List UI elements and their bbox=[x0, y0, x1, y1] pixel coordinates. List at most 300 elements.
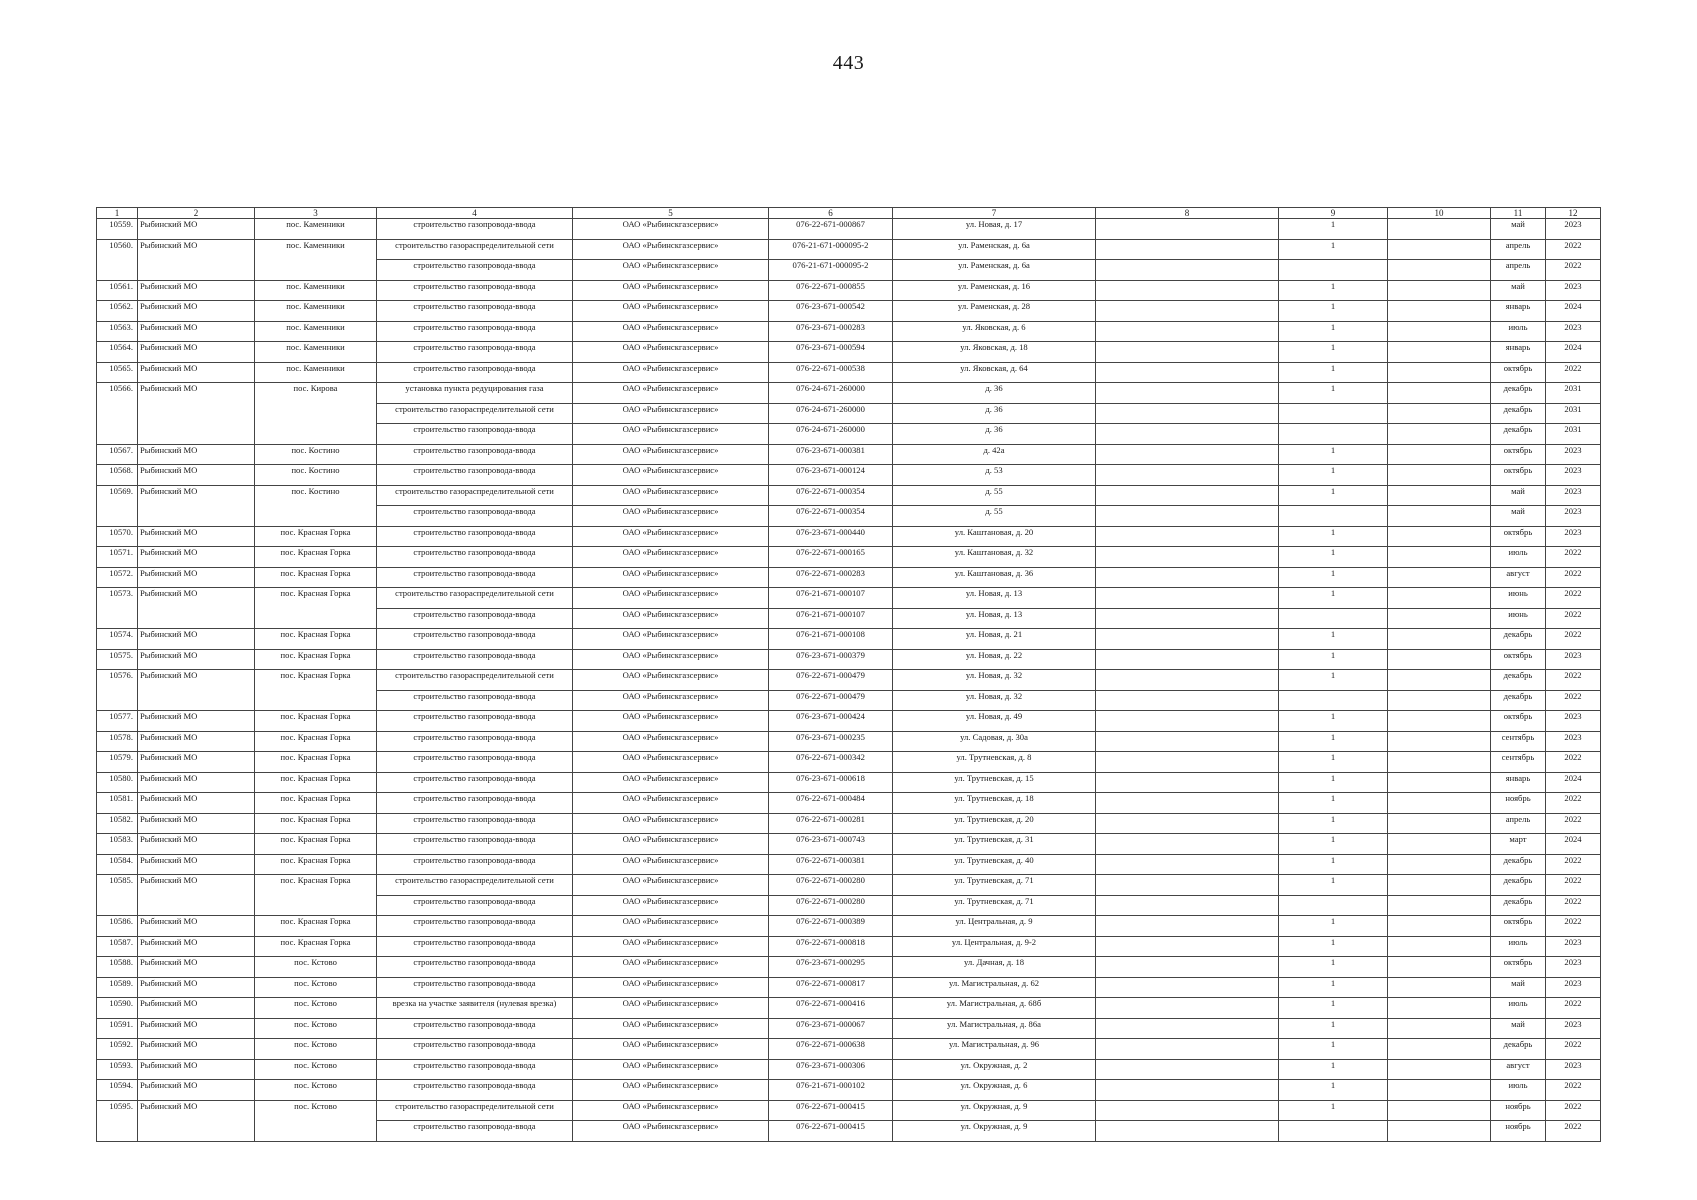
request-code-cell: 076-22-671-000354 bbox=[769, 485, 893, 506]
column-header: 12 bbox=[1546, 208, 1601, 219]
work-type-cell: строительство газопровода-ввода bbox=[377, 608, 573, 629]
column-10-cell bbox=[1388, 752, 1491, 773]
municipality-cell bbox=[138, 403, 255, 424]
quantity-cell bbox=[1279, 895, 1388, 916]
month-cell: июль bbox=[1491, 936, 1546, 957]
column-10-cell bbox=[1388, 711, 1491, 732]
column-8-cell bbox=[1096, 239, 1279, 260]
row-number-cell: 10569. bbox=[97, 485, 138, 506]
column-8-cell bbox=[1096, 977, 1279, 998]
municipality-cell: Рыбинский МО bbox=[138, 280, 255, 301]
organization-cell: ОАО «Рыбинскгазсервис» bbox=[573, 1121, 769, 1142]
table-row bbox=[97, 649, 1601, 670]
row-number-cell: 10574. bbox=[97, 629, 138, 650]
table-row bbox=[97, 834, 1601, 855]
organization-cell: ОАО «Рыбинскгазсервис» bbox=[573, 567, 769, 588]
address-cell: ул. Каштановая, д. 20 bbox=[893, 526, 1096, 547]
year-cell: 2022 bbox=[1546, 362, 1601, 383]
column-10-cell bbox=[1388, 772, 1491, 793]
settlement-cell bbox=[255, 403, 377, 424]
row-number-cell: 10580. bbox=[97, 772, 138, 793]
table-row bbox=[97, 772, 1601, 793]
work-type-cell: строительство газопровода-ввода bbox=[377, 834, 573, 855]
row-number-cell: 10561. bbox=[97, 280, 138, 301]
column-10-cell bbox=[1388, 875, 1491, 896]
address-cell: д. 55 bbox=[893, 485, 1096, 506]
column-10-cell bbox=[1388, 219, 1491, 240]
quantity-cell: 1 bbox=[1279, 936, 1388, 957]
year-cell: 2023 bbox=[1546, 219, 1601, 240]
column-10-cell bbox=[1388, 588, 1491, 609]
organization-cell: ОАО «Рыбинскгазсервис» bbox=[573, 690, 769, 711]
month-cell: октябрь bbox=[1491, 649, 1546, 670]
table-row bbox=[97, 793, 1601, 814]
year-cell: 2031 bbox=[1546, 424, 1601, 445]
table-row bbox=[97, 362, 1601, 383]
municipality-cell: Рыбинский МО bbox=[138, 854, 255, 875]
column-8-cell bbox=[1096, 465, 1279, 486]
month-cell: декабрь bbox=[1491, 1039, 1546, 1060]
month-cell: ноябрь bbox=[1491, 1100, 1546, 1121]
work-type-cell: строительство газопровода-ввода bbox=[377, 957, 573, 978]
column-8-cell bbox=[1096, 424, 1279, 445]
organization-cell: ОАО «Рыбинскгазсервис» bbox=[573, 957, 769, 978]
address-cell: ул. Дачная, д. 18 bbox=[893, 957, 1096, 978]
quantity-cell: 1 bbox=[1279, 465, 1388, 486]
municipality-cell: Рыбинский МО bbox=[138, 670, 255, 691]
request-code-cell: 076-22-671-000354 bbox=[769, 506, 893, 527]
organization-cell: ОАО «Рыбинскгазсервис» bbox=[573, 506, 769, 527]
quantity-cell: 1 bbox=[1279, 854, 1388, 875]
year-cell: 2024 bbox=[1546, 301, 1601, 322]
settlement-cell: пос. Красная Горка bbox=[255, 526, 377, 547]
municipality-cell bbox=[138, 1121, 255, 1142]
organization-cell: ОАО «Рыбинскгазсервис» bbox=[573, 403, 769, 424]
table-row bbox=[97, 608, 1601, 629]
municipality-cell: Рыбинский МО bbox=[138, 1100, 255, 1121]
column-10-cell bbox=[1388, 690, 1491, 711]
row-number-cell: 10571. bbox=[97, 547, 138, 568]
municipality-cell bbox=[138, 424, 255, 445]
request-code-cell: 076-23-671-000283 bbox=[769, 321, 893, 342]
settlement-cell: пос. Костино bbox=[255, 465, 377, 486]
settlement-cell: пос. Каменники bbox=[255, 219, 377, 240]
work-type-cell: строительство газопровода-ввода bbox=[377, 424, 573, 445]
table-row bbox=[97, 1121, 1601, 1142]
request-code-cell: 076-22-671-000283 bbox=[769, 567, 893, 588]
address-cell: ул. Новая, д. 21 bbox=[893, 629, 1096, 650]
settlement-cell: пос. Кстово bbox=[255, 977, 377, 998]
request-code-cell: 076-22-671-000280 bbox=[769, 895, 893, 916]
address-cell: ул. Раменская, д. 16 bbox=[893, 280, 1096, 301]
column-10-cell bbox=[1388, 301, 1491, 322]
year-cell: 2022 bbox=[1546, 875, 1601, 896]
month-cell: декабрь bbox=[1491, 424, 1546, 445]
address-cell: ул. Новая, д. 13 bbox=[893, 588, 1096, 609]
table-row bbox=[97, 280, 1601, 301]
month-cell: июль bbox=[1491, 547, 1546, 568]
settlement-cell bbox=[255, 1121, 377, 1142]
column-8-cell bbox=[1096, 1121, 1279, 1142]
page-number: 443 bbox=[832, 52, 865, 74]
request-code-cell: 076-23-671-000235 bbox=[769, 731, 893, 752]
year-cell: 2022 bbox=[1546, 998, 1601, 1019]
municipality-cell: Рыбинский МО bbox=[138, 916, 255, 937]
address-cell: ул. Трутневская, д. 71 bbox=[893, 895, 1096, 916]
settlement-cell: пос. Костино bbox=[255, 485, 377, 506]
work-type-cell: строительство газопровода-ввода bbox=[377, 547, 573, 568]
quantity-cell: 1 bbox=[1279, 629, 1388, 650]
address-cell: ул. Каштановая, д. 32 bbox=[893, 547, 1096, 568]
column-8-cell bbox=[1096, 998, 1279, 1019]
column-10-cell bbox=[1388, 1121, 1491, 1142]
request-code-cell: 076-21-671-000107 bbox=[769, 608, 893, 629]
settlement-cell: пос. Кстово bbox=[255, 957, 377, 978]
column-8-cell bbox=[1096, 772, 1279, 793]
municipality-cell: Рыбинский МО bbox=[138, 1018, 255, 1039]
quantity-cell: 1 bbox=[1279, 321, 1388, 342]
organization-cell: ОАО «Рыбинскгазсервис» bbox=[573, 526, 769, 547]
month-cell: декабрь bbox=[1491, 895, 1546, 916]
quantity-cell: 1 bbox=[1279, 875, 1388, 896]
month-cell: май bbox=[1491, 485, 1546, 506]
table-row bbox=[97, 1059, 1601, 1080]
request-code-cell: 076-23-671-000067 bbox=[769, 1018, 893, 1039]
row-number-cell: 10570. bbox=[97, 526, 138, 547]
month-cell: январь bbox=[1491, 342, 1546, 363]
table-row bbox=[97, 711, 1601, 732]
organization-cell: ОАО «Рыбинскгазсервис» bbox=[573, 793, 769, 814]
year-cell: 2022 bbox=[1546, 608, 1601, 629]
work-type-cell: строительство газопровода-ввода bbox=[377, 342, 573, 363]
settlement-cell: пос. Красная Горка bbox=[255, 772, 377, 793]
request-code-cell: 076-23-671-000124 bbox=[769, 465, 893, 486]
month-cell: октябрь bbox=[1491, 916, 1546, 937]
column-10-cell bbox=[1388, 998, 1491, 1019]
month-cell: январь bbox=[1491, 772, 1546, 793]
row-number-cell bbox=[97, 690, 138, 711]
request-code-cell: 076-22-671-000484 bbox=[769, 793, 893, 814]
municipality-cell bbox=[138, 608, 255, 629]
request-code-cell: 076-22-671-000638 bbox=[769, 1039, 893, 1060]
table-row bbox=[97, 588, 1601, 609]
column-10-cell bbox=[1388, 1059, 1491, 1080]
settlement-cell: пос. Красная Горка bbox=[255, 834, 377, 855]
table-row bbox=[97, 1080, 1601, 1101]
organization-cell: ОАО «Рыбинскгазсервис» bbox=[573, 977, 769, 998]
settlement-cell: пос. Кирова bbox=[255, 383, 377, 404]
settlement-cell: пос. Костино bbox=[255, 444, 377, 465]
address-cell: ул. Каштановая, д. 36 bbox=[893, 567, 1096, 588]
organization-cell: ОАО «Рыбинскгазсервис» bbox=[573, 670, 769, 691]
municipality-cell: Рыбинский МО bbox=[138, 219, 255, 240]
month-cell: апрель bbox=[1491, 260, 1546, 281]
row-number-cell bbox=[97, 403, 138, 424]
municipality-cell: Рыбинский МО bbox=[138, 342, 255, 363]
column-10-cell bbox=[1388, 793, 1491, 814]
address-cell: ул. Новая, д. 17 bbox=[893, 219, 1096, 240]
quantity-cell: 1 bbox=[1279, 219, 1388, 240]
quantity-cell bbox=[1279, 608, 1388, 629]
month-cell: октябрь bbox=[1491, 526, 1546, 547]
organization-cell: ОАО «Рыбинскгазсервис» bbox=[573, 301, 769, 322]
request-code-cell: 076-22-671-000280 bbox=[769, 875, 893, 896]
request-code-cell: 076-24-671-260000 bbox=[769, 403, 893, 424]
organization-cell: ОАО «Рыбинскгазсервис» bbox=[573, 1080, 769, 1101]
column-8-cell bbox=[1096, 219, 1279, 240]
column-8-cell bbox=[1096, 1059, 1279, 1080]
quantity-cell bbox=[1279, 690, 1388, 711]
column-8-cell bbox=[1096, 793, 1279, 814]
request-code-cell: 076-23-671-000379 bbox=[769, 649, 893, 670]
address-cell: д. 55 bbox=[893, 506, 1096, 527]
column-header: 10 bbox=[1388, 208, 1491, 219]
year-cell: 2023 bbox=[1546, 649, 1601, 670]
settlement-cell: пос. Красная Горка bbox=[255, 629, 377, 650]
organization-cell: ОАО «Рыбинскгазсервис» bbox=[573, 875, 769, 896]
column-8-cell bbox=[1096, 588, 1279, 609]
quantity-cell: 1 bbox=[1279, 813, 1388, 834]
column-8-cell bbox=[1096, 731, 1279, 752]
work-type-cell: строительство газопровода-ввода bbox=[377, 649, 573, 670]
month-cell: октябрь bbox=[1491, 362, 1546, 383]
row-number-cell: 10582. bbox=[97, 813, 138, 834]
column-8-cell bbox=[1096, 711, 1279, 732]
municipality-cell: Рыбинский МО bbox=[138, 588, 255, 609]
quantity-cell bbox=[1279, 1121, 1388, 1142]
address-cell: ул. Магистральная, д. 96 bbox=[893, 1039, 1096, 1060]
settlement-cell: пос. Кстово bbox=[255, 1018, 377, 1039]
municipality-cell: Рыбинский МО bbox=[138, 834, 255, 855]
column-10-cell bbox=[1388, 485, 1491, 506]
municipality-cell: Рыбинский МО bbox=[138, 936, 255, 957]
work-type-cell: строительство газопровода-ввода bbox=[377, 690, 573, 711]
column-8-cell bbox=[1096, 895, 1279, 916]
request-code-cell: 076-22-671-000817 bbox=[769, 977, 893, 998]
column-10-cell bbox=[1388, 977, 1491, 998]
municipality-cell: Рыбинский МО bbox=[138, 957, 255, 978]
address-cell: ул. Магистральная, д. 68б bbox=[893, 998, 1096, 1019]
row-number-cell: 10591. bbox=[97, 1018, 138, 1039]
address-cell: ул. Яковская, д. 6 bbox=[893, 321, 1096, 342]
address-cell: ул. Раменская, д. 6а bbox=[893, 239, 1096, 260]
month-cell: декабрь bbox=[1491, 690, 1546, 711]
column-10-cell bbox=[1388, 260, 1491, 281]
row-number-cell: 10575. bbox=[97, 649, 138, 670]
month-cell: август bbox=[1491, 567, 1546, 588]
request-code-cell: 076-22-671-000342 bbox=[769, 752, 893, 773]
quantity-cell: 1 bbox=[1279, 239, 1388, 260]
address-cell: ул. Трутневская, д. 31 bbox=[893, 834, 1096, 855]
row-number-cell bbox=[97, 608, 138, 629]
table-row bbox=[97, 219, 1601, 240]
row-number-cell: 10588. bbox=[97, 957, 138, 978]
column-header: 6 bbox=[769, 208, 893, 219]
table-row bbox=[97, 752, 1601, 773]
municipality-cell: Рыбинский МО bbox=[138, 731, 255, 752]
year-cell: 2022 bbox=[1546, 752, 1601, 773]
column-header: 4 bbox=[377, 208, 573, 219]
settlement-cell: пос. Каменники bbox=[255, 362, 377, 383]
register-body bbox=[97, 219, 1601, 1142]
column-10-cell bbox=[1388, 1080, 1491, 1101]
column-header: 8 bbox=[1096, 208, 1279, 219]
municipality-cell: Рыбинский МО bbox=[138, 444, 255, 465]
column-10-cell bbox=[1388, 424, 1491, 445]
quantity-cell: 1 bbox=[1279, 731, 1388, 752]
column-8-cell bbox=[1096, 280, 1279, 301]
table-row bbox=[97, 936, 1601, 957]
quantity-cell bbox=[1279, 506, 1388, 527]
request-code-cell: 076-23-671-000381 bbox=[769, 444, 893, 465]
table-row bbox=[97, 342, 1601, 363]
organization-cell: ОАО «Рыбинскгазсервис» bbox=[573, 1059, 769, 1080]
address-cell: ул. Трутневская, д. 8 bbox=[893, 752, 1096, 773]
row-number-cell: 10579. bbox=[97, 752, 138, 773]
settlement-cell: пос. Кстово bbox=[255, 998, 377, 1019]
quantity-cell: 1 bbox=[1279, 547, 1388, 568]
organization-cell: ОАО «Рыбинскгазсервис» bbox=[573, 1100, 769, 1121]
year-cell: 2023 bbox=[1546, 731, 1601, 752]
work-type-cell: строительство газопровода-ввода bbox=[377, 219, 573, 240]
settlement-cell: пос. Каменники bbox=[255, 342, 377, 363]
work-type-cell: строительство газопровода-ввода bbox=[377, 362, 573, 383]
table-row bbox=[97, 957, 1601, 978]
municipality-cell: Рыбинский МО bbox=[138, 383, 255, 404]
month-cell: сентябрь bbox=[1491, 731, 1546, 752]
work-type-cell: строительство газораспределительной сети bbox=[377, 239, 573, 260]
column-10-cell bbox=[1388, 444, 1491, 465]
column-10-cell bbox=[1388, 1100, 1491, 1121]
column-8-cell bbox=[1096, 875, 1279, 896]
address-cell: ул. Магистральная, д. 86а bbox=[893, 1018, 1096, 1039]
column-8-cell bbox=[1096, 342, 1279, 363]
work-type-cell: строительство газопровода-ввода bbox=[377, 301, 573, 322]
address-cell: ул. Раменская, д. 28 bbox=[893, 301, 1096, 322]
column-10-cell bbox=[1388, 362, 1491, 383]
work-type-cell: строительство газопровода-ввода bbox=[377, 321, 573, 342]
row-number-cell: 10572. bbox=[97, 567, 138, 588]
table-row bbox=[97, 485, 1601, 506]
request-code-cell: 076-21-671-000108 bbox=[769, 629, 893, 650]
year-cell: 2023 bbox=[1546, 1018, 1601, 1039]
column-header: 3 bbox=[255, 208, 377, 219]
column-header: 9 bbox=[1279, 208, 1388, 219]
work-type-cell: строительство газопровода-ввода bbox=[377, 977, 573, 998]
settlement-cell: пос. Красная Горка bbox=[255, 875, 377, 896]
quantity-cell: 1 bbox=[1279, 1018, 1388, 1039]
row-number-cell: 10587. bbox=[97, 936, 138, 957]
quantity-cell: 1 bbox=[1279, 752, 1388, 773]
table-row bbox=[97, 547, 1601, 568]
municipality-cell: Рыбинский МО bbox=[138, 321, 255, 342]
quantity-cell: 1 bbox=[1279, 998, 1388, 1019]
year-cell: 2024 bbox=[1546, 834, 1601, 855]
column-10-cell bbox=[1388, 649, 1491, 670]
organization-cell: ОАО «Рыбинскгазсервис» bbox=[573, 772, 769, 793]
request-code-cell: 076-21-671-000107 bbox=[769, 588, 893, 609]
request-code-cell: 076-22-671-000381 bbox=[769, 854, 893, 875]
column-8-cell bbox=[1096, 260, 1279, 281]
table-row bbox=[97, 998, 1601, 1019]
quantity-cell bbox=[1279, 403, 1388, 424]
table-row bbox=[97, 444, 1601, 465]
request-code-cell: 076-22-671-000867 bbox=[769, 219, 893, 240]
municipality-cell: Рыбинский МО bbox=[138, 711, 255, 732]
column-10-cell bbox=[1388, 403, 1491, 424]
request-code-cell: 076-24-671-260000 bbox=[769, 424, 893, 445]
municipality-cell: Рыбинский МО bbox=[138, 547, 255, 568]
column-8-cell bbox=[1096, 916, 1279, 937]
year-cell: 2022 bbox=[1546, 239, 1601, 260]
municipality-cell: Рыбинский МО bbox=[138, 567, 255, 588]
year-cell: 2022 bbox=[1546, 1100, 1601, 1121]
column-8-cell bbox=[1096, 403, 1279, 424]
column-8-cell bbox=[1096, 1039, 1279, 1060]
table-row bbox=[97, 629, 1601, 650]
municipality-cell: Рыбинский МО bbox=[138, 998, 255, 1019]
municipality-cell: Рыбинский МО bbox=[138, 1039, 255, 1060]
address-cell: ул. Окружная, д. 2 bbox=[893, 1059, 1096, 1080]
year-cell: 2023 bbox=[1546, 465, 1601, 486]
year-cell: 2023 bbox=[1546, 485, 1601, 506]
gasification-register-table bbox=[96, 207, 1601, 1142]
municipality-cell: Рыбинский МО bbox=[138, 1080, 255, 1101]
year-cell: 2022 bbox=[1546, 260, 1601, 281]
year-cell: 2022 bbox=[1546, 813, 1601, 834]
table-row bbox=[97, 301, 1601, 322]
row-number-cell bbox=[97, 895, 138, 916]
month-cell: декабрь bbox=[1491, 629, 1546, 650]
column-8-cell bbox=[1096, 567, 1279, 588]
settlement-cell: пос. Красная Горка bbox=[255, 813, 377, 834]
request-code-cell: 076-23-671-000440 bbox=[769, 526, 893, 547]
column-8-cell bbox=[1096, 957, 1279, 978]
work-type-cell: строительство газораспределительной сети bbox=[377, 485, 573, 506]
column-10-cell bbox=[1388, 608, 1491, 629]
settlement-cell: пос. Красная Горка bbox=[255, 588, 377, 609]
row-number-cell: 10562. bbox=[97, 301, 138, 322]
year-cell: 2022 bbox=[1546, 895, 1601, 916]
table-row bbox=[97, 854, 1601, 875]
address-cell: ул. Новая, д. 32 bbox=[893, 690, 1096, 711]
work-type-cell: строительство газопровода-ввода bbox=[377, 506, 573, 527]
month-cell: октябрь bbox=[1491, 711, 1546, 732]
column-10-cell bbox=[1388, 916, 1491, 937]
municipality-cell bbox=[138, 895, 255, 916]
column-10-cell bbox=[1388, 567, 1491, 588]
year-cell: 2024 bbox=[1546, 342, 1601, 363]
quantity-cell: 1 bbox=[1279, 526, 1388, 547]
row-number-cell: 10592. bbox=[97, 1039, 138, 1060]
table-row bbox=[97, 1039, 1601, 1060]
settlement-cell: пос. Красная Горка bbox=[255, 670, 377, 691]
request-code-cell: 076-23-671-000618 bbox=[769, 772, 893, 793]
table-row bbox=[97, 260, 1601, 281]
work-type-cell: строительство газопровода-ввода bbox=[377, 526, 573, 547]
quantity-cell: 1 bbox=[1279, 834, 1388, 855]
work-type-cell: строительство газораспределительной сети bbox=[377, 403, 573, 424]
work-type-cell: строительство газопровода-ввода bbox=[377, 916, 573, 937]
municipality-cell: Рыбинский МО bbox=[138, 875, 255, 896]
work-type-cell: строительство газопровода-ввода bbox=[377, 936, 573, 957]
work-type-cell: строительство газопровода-ввода bbox=[377, 1018, 573, 1039]
quantity-cell: 1 bbox=[1279, 1039, 1388, 1060]
table-row bbox=[97, 690, 1601, 711]
request-code-cell: 076-22-671-000479 bbox=[769, 670, 893, 691]
settlement-cell: пос. Кстово bbox=[255, 1059, 377, 1080]
request-code-cell: 076-22-671-000818 bbox=[769, 936, 893, 957]
